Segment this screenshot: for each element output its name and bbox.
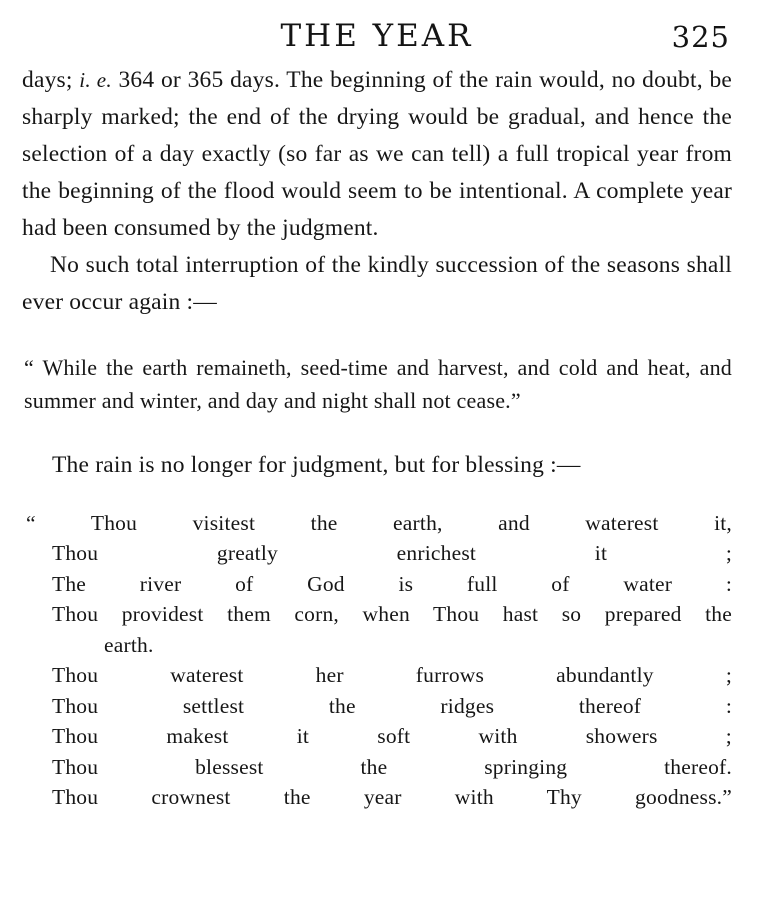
verse-block <box>22 508 732 813</box>
verse-line-continuation: earth. <box>104 632 154 657</box>
verse-line: Thou settlest the ridges thereof : <box>52 693 732 718</box>
page-number: 325 <box>671 20 730 54</box>
scripture-quote-block <box>22 351 732 417</box>
paragraph-1-part-b: 364 or 365 days. The beginning of the rain would, no doubt, be sharply marked; the end of the drying would be gradual, and hence the selection of a day exactly (so far as we can tell) a full tropical year from the beginning of the flood would seem to be intentional. A complete year had been consumed by the judgment. <box>22 67 733 241</box>
paragraph-1 <box>22 62 732 247</box>
page-body <box>22 62 732 813</box>
verse-line: Thou crownest the year with Thy goodness.” <box>52 785 732 809</box>
verse-line: The river of God is full of water : <box>52 571 732 596</box>
verse-line: Thou makest it soft with showers ; <box>52 724 732 748</box>
scripture-quote-text: “ While the earth remaineth, seed-time and harvest, and cold and heat, and summer and winter, and day and night shall not cease.” <box>24 355 732 413</box>
paragraph-2: No such total interruption of the kindly succession of the seasons shall ever occur again :— <box>22 252 732 315</box>
verse-line: Thou blessest the springing thereof. <box>52 754 732 779</box>
paragraph-3: The rain is no longer for judgment, but for blessing :— <box>52 452 581 478</box>
verse-line: Thou greatly enrichest it ; <box>52 541 732 565</box>
verse-line: “ Thou visitest the earth, and waterest it, <box>26 510 732 535</box>
page-header <box>22 18 732 62</box>
running-title: THE YEAR <box>280 18 474 54</box>
paragraph-1-italic: i. e. <box>79 68 112 92</box>
verse-line: Thou waterest her furrows abundantly ; <box>52 663 732 687</box>
verse-line: Thou providest them corn, when Thou hast so prepared the <box>52 602 732 626</box>
paragraph-1-part-a: days; <box>22 67 73 93</box>
